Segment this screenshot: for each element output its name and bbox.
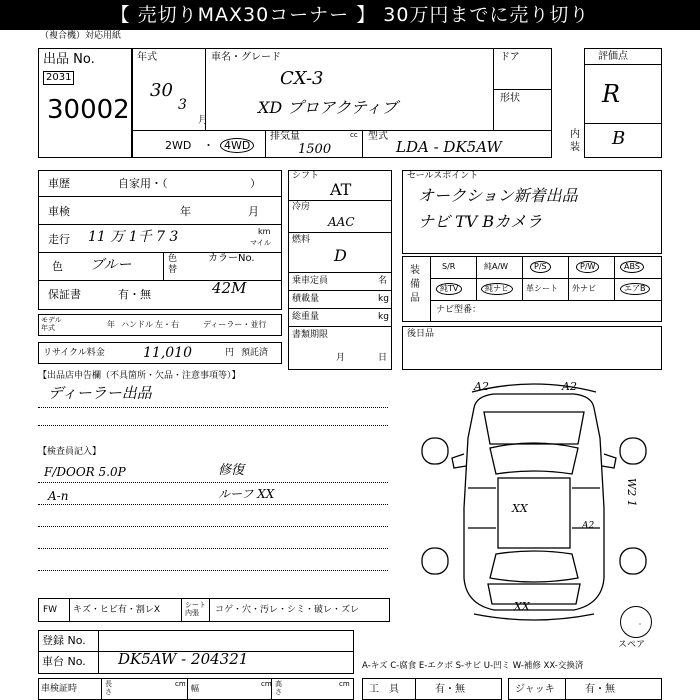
history-close: ） — [250, 177, 261, 190]
drive-2wd: 2WD — [165, 139, 192, 152]
shift-value: AT — [330, 180, 352, 199]
inspection-label: 車検 — [48, 205, 70, 218]
month-unit: 月 — [198, 115, 208, 126]
sales-point-line2: ナビ TV Bカメラ — [418, 212, 543, 231]
mileage-mile: マイル — [250, 239, 271, 247]
measure-length-unit: cm — [175, 680, 186, 688]
handle-label: ハンドル — [121, 320, 153, 329]
chassis-value: DK5AW - 204321 — [118, 650, 249, 668]
shape-label: 形状 — [500, 93, 520, 104]
color-change-label: 色 替 — [168, 254, 178, 275]
measure-height-label: 高 さ — [275, 680, 282, 697]
capacity-label: 乗車定員 — [292, 276, 329, 286]
recycle-unit: 円 — [225, 348, 235, 358]
month-value: 3 — [178, 97, 187, 113]
side-note: W2 1 — [625, 478, 638, 507]
equip-genuine-aw: 純A/W — [484, 262, 509, 271]
capacity-unit: 名 — [378, 276, 388, 286]
color-number-value: 42M — [212, 279, 247, 297]
equip-pw: P/W — [576, 261, 599, 273]
jack-value: 有・無 — [585, 684, 615, 695]
fw-row — [38, 598, 390, 622]
load-label: 積載量 — [292, 294, 320, 304]
fw-items: キズ・ヒビ有・割レX — [73, 605, 160, 615]
paper-note: （複合機）対応用紙 — [40, 31, 122, 41]
jack-box — [508, 678, 662, 700]
tools-value: 有・無 — [435, 684, 465, 695]
history-options: 自家用・（ — [118, 177, 168, 190]
color-value: ブルー — [90, 257, 132, 273]
load-unit: kg — [378, 294, 389, 304]
car-grade: XD プロアクティブ — [258, 98, 398, 117]
lot-small-number: 2031 — [43, 71, 74, 85]
lot-box — [38, 48, 132, 158]
later-items-block — [402, 326, 662, 370]
interior-label: 内 装 — [570, 129, 580, 153]
equip-s-r: S/R — [442, 262, 456, 271]
equip-genuine-navi: 純ナビ — [481, 283, 513, 295]
lot-label: 出品 No. — [43, 52, 95, 67]
exhibitor-label: 【出品店申告欄（不具箇所・欠品・注意事項等）】 — [38, 371, 241, 381]
car-name-label: 車名・グレード — [211, 52, 281, 63]
color-number-label: カラーNo. — [208, 253, 255, 264]
fw-label: FW — [43, 605, 58, 615]
jack-label: ジャッキ — [515, 684, 555, 695]
model-year-unit: 年 — [107, 320, 115, 329]
mileage-label: 走行 — [48, 233, 70, 246]
inspector-line2: A-n — [48, 489, 69, 503]
recycle-deposit: 預託済 — [241, 348, 269, 358]
inspector-right1: 修復 — [218, 463, 245, 478]
inspection-month: 月 — [248, 205, 259, 218]
mark-rear-xx: XX — [514, 600, 530, 613]
car-model: CX-3 — [280, 68, 324, 89]
measure-width-label: 幅 — [191, 684, 199, 693]
recycle-label: リサイクル料金 — [43, 348, 105, 358]
measure-width-unit: cm — [261, 680, 272, 688]
handle-value: 左・右 — [155, 320, 179, 329]
history-label: 車歴 — [48, 177, 70, 190]
cooler-value: AAC — [328, 215, 355, 229]
gross-label: 総重量 — [292, 312, 320, 322]
fuel-value: D — [334, 246, 347, 265]
navi-model-label: ナビ型番： — [436, 305, 482, 315]
equip-abs: ABS — [620, 261, 644, 273]
fuel-label: 燃料 — [292, 235, 311, 245]
interior-value: B — [612, 128, 626, 149]
doc-expiry-month: 月 — [336, 353, 346, 363]
chassis-label: 車台 No. — [42, 655, 86, 668]
sales-point-label: セールスポイント — [407, 171, 479, 181]
color-label: 色 — [52, 260, 63, 273]
door-label: ドア — [500, 52, 520, 63]
inspector-line1: F/DOOR 5.0P — [44, 465, 126, 479]
measure-row — [38, 678, 354, 700]
later-items-label: 後日品 — [407, 329, 435, 339]
inspection-year: 年 — [180, 205, 191, 218]
inspector-right2: ルーフ XX — [218, 487, 275, 501]
measure-height-unit: cm — [339, 680, 350, 688]
mileage-value: 11 万 1千 7 3 — [88, 229, 179, 245]
damage-legend: A-キズ C-腐食 E-エクボ S-サビ U-凹ミ W-補修 XX-交換済 — [362, 661, 584, 671]
equip-genuine-tv: 純TV — [436, 283, 462, 295]
equip-leather-seat: 革シート — [526, 284, 558, 293]
registration-label: 登録 No. — [42, 634, 86, 647]
lot-number: 30002 — [47, 95, 130, 125]
model-year-label: モデル 年式 — [41, 316, 62, 333]
year-label: 年式 — [137, 52, 157, 63]
banner: 【 売切りMAX30コーナー 】 30万円までに売り切り — [0, 0, 700, 30]
tools-label: 工 具 — [369, 684, 399, 695]
drive-sep: ・ — [203, 139, 214, 152]
recycle-row — [38, 342, 282, 364]
mileage-km: km — [258, 227, 271, 236]
equipment-label: 装 備 品 — [410, 265, 420, 304]
mark-front-left: A2 — [474, 380, 489, 393]
seat-label: シート 内張 — [185, 601, 206, 618]
equip-ext-navi: 外ナビ — [572, 284, 596, 293]
mark-roof-xx: XX — [512, 502, 528, 515]
score-label: 評価点 — [598, 51, 628, 62]
mark-side-a: A2 — [582, 521, 595, 531]
drive-4wd: 4WD — [220, 138, 254, 153]
shift-label: シフト — [292, 171, 320, 181]
cooler-label: 冷房 — [292, 202, 311, 212]
score-value: R — [602, 80, 621, 108]
displacement-unit: cc — [350, 131, 358, 139]
displacement-value: 1500 — [298, 142, 332, 157]
spare-tire-icon — [620, 606, 652, 638]
gross-unit: kg — [378, 312, 389, 322]
recycle-value: 11,010 — [143, 345, 192, 361]
mark-front-right: A2 — [562, 380, 577, 393]
sales-point-line1: オークション新着出品 — [418, 186, 578, 205]
equip-ps: P/S — [530, 261, 551, 273]
year-value: 30 — [150, 80, 173, 101]
exhibitor-note: ディーラー出品 — [48, 384, 152, 402]
measure-label: 車検証時 — [41, 684, 78, 694]
type-value: LDA - DK5AW — [396, 138, 502, 156]
tools-box — [362, 678, 502, 700]
measure-length-label: 長 さ — [105, 680, 112, 697]
model-year-row — [38, 314, 282, 336]
type-label: 型式 — [368, 131, 388, 142]
seat-items: コゲ・穴・汚レ・シミ・破レ・ズレ — [215, 605, 360, 615]
inspector-label: 【検査員記入】 — [38, 447, 102, 457]
doc-expiry-day: 日 — [378, 353, 388, 363]
equip-airbag: エアB — [620, 283, 650, 295]
dealer-value: ディーラー・並行 — [203, 320, 267, 329]
spare-label: スペア — [618, 640, 646, 650]
warranty-label: 保証書 — [48, 288, 81, 301]
displacement-label: 排気量 — [270, 131, 300, 142]
warranty-value: 有・無 — [118, 288, 151, 301]
doc-expiry-label: 書類期限 — [292, 330, 329, 340]
